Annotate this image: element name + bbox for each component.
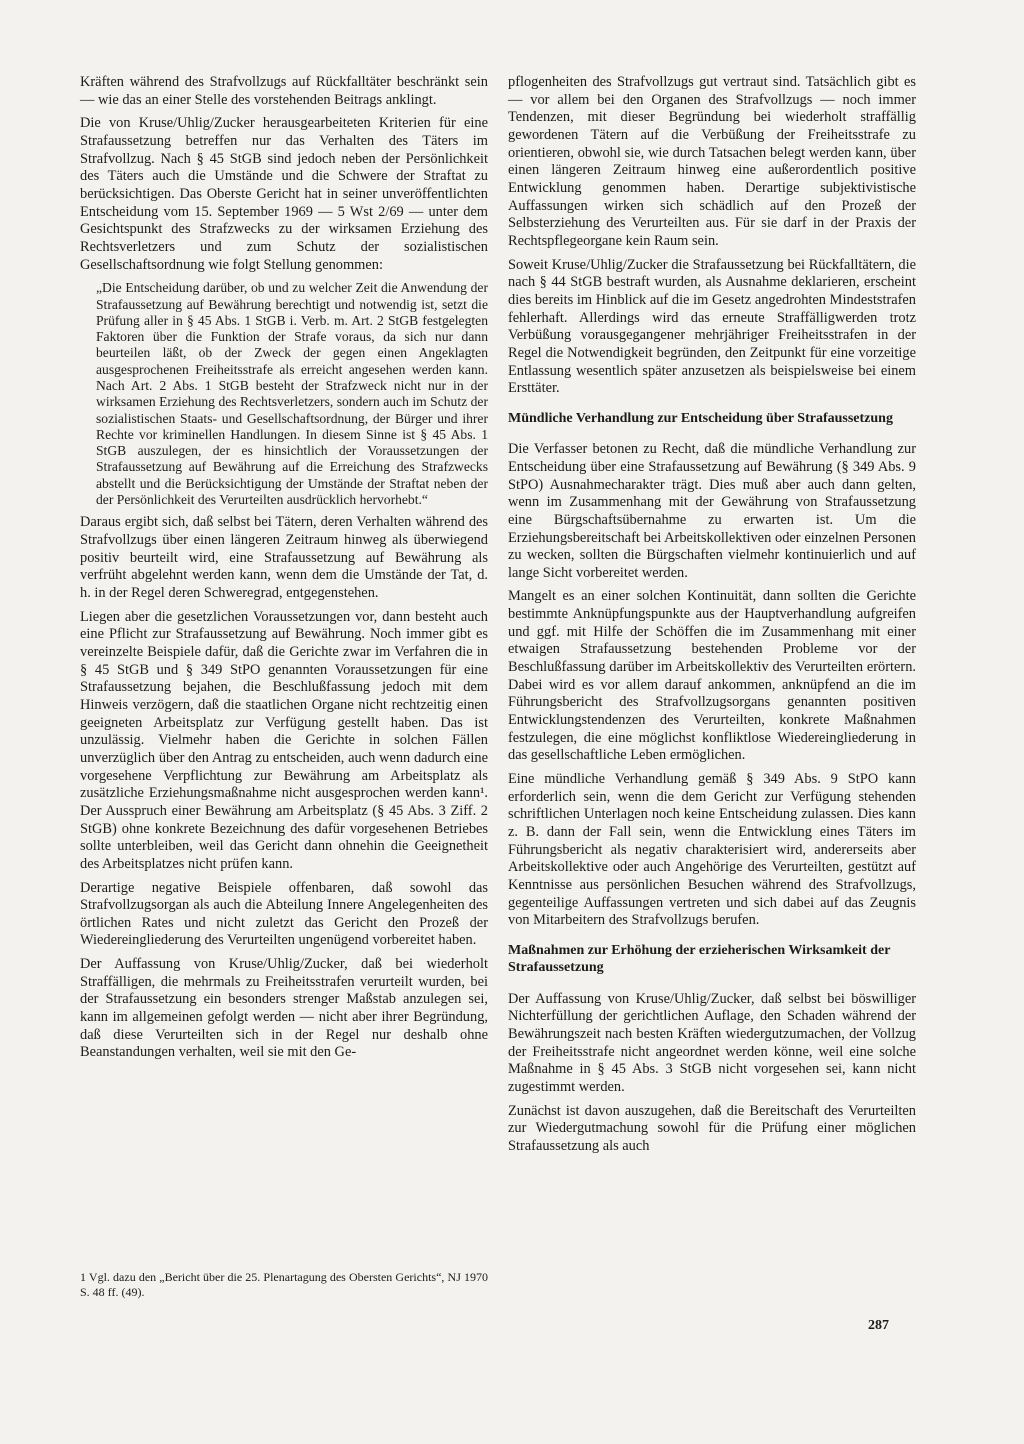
paragraph: Die Verfasser betonen zu Recht, daß die mündliche Verhandlung zur Entscheidung über eine Strafaussetzung auf Bewährung (§ 349 Abs. 9 StPO) Ausnahmecharakter trägt. Dies muß aber auch dann gelten, wenn im Zusammenhang mit der Gewährung von Strafaussetzung eine Bürgschaftsübernahme zu erwarten ist. Um die Erziehungsbereitschaft bei Arbeitskollektiven oder einzelnen Personen zu wecken, sollten die Bürgschaften vielmehr kontinuierlich und auf lange Sicht vorbereitet werden. — [508, 441, 916, 581]
paragraph: Liegen aber die gesetzlichen Voraussetzungen vor, dann besteht auch eine Pflicht zur Strafaussetzung auf Bewährung. Noch immer gibt es vereinzelte Beispiele dafür, daß die Gerichte zwar im Verfahren die in § 45 StGB und § 349 StPO genannten Voraussetzungen für eine Strafaussetzung bejahen, die Beschlußfassung jedoch mit dem Hinweis verzögern, daß die staatlichen Organe nicht rechtzeitig einen geeigneten Arbeitsplatz zur Verfügung gestellt haben. Das ist unzulässig. Vielmehr haben die Gerichte in solchen Fällen unverzüglich über den Antrag zu entscheiden, auch wenn dadurch eine vorgesehene Verpflichtung zur Bewährung am Arbeitsplatz als zusätzliche Erziehungsmaßnahme nicht ausgesprochen werden kann¹. Der Ausspruch einer Bewährung am Arbeitsplatz (§ 45 Abs. 3 Ziff. 2 StGB) ohne konkrete Bezeichnung des dafür vorgesehenen Betriebes sollte unterbleiben, weil das Gericht dann ohnehin die Geeignetheit des Arbeitsplatzes nicht prüfen kann. — [80, 608, 488, 872]
paragraph: Der Auffassung von Kruse/Uhlig/Zucker, daß selbst bei böswilliger Nichterfüllung der gerichtlichen Auflage, den Schaden während der Bewährungszeit nach besten Kräften wiedergutzumachen, der Vollzug der Freiheitsstrafe nicht angeordnet werden könne, weil eine solche Maßnahme in § 45 Abs. 3 StGB nicht vorgesehen sei, kann nicht zugestimmt werden. — [508, 990, 916, 1096]
left-column — [80, 74, 488, 1068]
paragraph: Soweit Kruse/Uhlig/Zucker die Strafaussetzung bei Rückfalltätern, die nach § 44 StGB bestraft wurden, als Ausnahme deklarieren, erscheint dies bereits im Hinblick auf die im Gesetz angedrohten Mindeststrafen fehlerhaft. Allerdings wird das erneute Straffälligwerden trotz Verbüßung vorausgegangener mehrjähriger Freiheitsstrafen in der Regel die Notwendigkeit begründen, den Zeitpunkt für eine vorzeitige Entlassung wesentlich später anzusetzen als beispielsweise bei einem Ersttäter. — [508, 256, 916, 397]
court-quote: „Die Entscheidung darüber, ob und zu welcher Zeit die Anwendung der Strafaussetzung auf Bewährung berechtigt und notwendig ist, setzt die Prüfung aller in § 45 Abs. 1 StGB i. Verb. m. Art. 2 StGB festgelegten Faktoren über die Funktion der Strafe voraus, da sich nur dann beurteilen läßt, ob der Zweck der gegen einen Angeklagten ausgesprochenen Freiheitsstrafe als erreicht angesehen werden kann. Nach Art. 2 Abs. 1 StGB besteht der Strafzweck nicht nur in der wirksamen Erziehung des Rechtsverletzers, sondern auch im Schutz der sozialistischen Staats- und Gesellschaftsordnung, der Bürger und ihrer Rechte vor kriminellen Handlungen. In diesem Sinne ist § 45 Abs. 1 StGB auszulegen, der es hinsichtlich der Voraussetzungen der Strafaussetzung auf Bewährung auf die Erreichung des Strafzwecks abstellt und die Berücksichtigung der Umstände der Straftat neben der der Persönlichkeit des Verurteilten ausdrücklich hervorhebt.“ — [96, 280, 488, 508]
paragraph: pflogenheiten des Strafvollzugs gut vertraut sind. Tatsächlich gibt es — vor allem bei den Organen des Strafvollzugs — noch immer Tendenzen, mit dieser Begründung bei wiederholt straffällig gewordenen Tätern auf die Verbüßung der Freiheitsstrafe zu orientieren, obwohl sie, wie durch Tatsachen belegt werden kann, über einen längeren Zeitraum hinweg eine außerordentlich positive Entwicklung genommen haben. Derartige subjektivistische Auffassungen wirken sich schädlich auf den Prozeß der Selbsterziehung des Verurteilten aus. Für sie darf in der Praxis der Rechtspflegeorgane kein Raum sein. — [508, 74, 916, 249]
paragraph: Daraus ergibt sich, daß selbst bei Tätern, deren Verhalten während des Strafvollzugs über einen längeren Zeitraum hinweg als überwiegend positiv beurteilt wird, eine Strafaussetzung auf Bewährung als verfrüht abgelehnt werden kann, wenn dem die Umstände der Tat, d. h. in der Regel deren Schweregrad, entgegenstehen. — [80, 514, 488, 601]
paragraph: Eine mündliche Verhandlung gemäß § 349 Abs. 9 StPO kann erforderlich sein, wenn die dem Gericht zur Verfügung stehenden schriftlichen Unterlagen noch keine Entscheidung zulassen. Dies kann z. B. dann der Fall sein, wenn die Entwicklung eines Täters im Führungsbericht als negativ charakterisiert wird, andererseits aber Arbeitskollektive oder auch Angehörige des Verurteilten, gestützt auf Kenntnisse aus persönlichen Besuchen während des Strafvollzugs, gegenteilige Auffassungen vertreten und sich dabei auf das Zeugnis von Mitarbeitern des Strafvollzugs berufen. — [508, 771, 916, 929]
paragraph: Derartige negative Beispiele offenbaren, daß sowohl das Strafvollzugsorgan als auch die Abteilung Innere Angelegenheiten des örtlichen Rates und nicht zuletzt das Gericht den Prozeß der Wiedereingliederung des Verurteilten ungenügend vorbereitet haben. — [80, 879, 488, 949]
paragraph: Die von Kruse/Uhlig/Zucker herausgearbeiteten Kriterien für eine Strafaussetzung betreffen nur das Verhalten des Täters im Strafvollzug. Nach § 45 StGB sind jedoch neben der Persönlichkeit des Täters auch die Umstände und die Schwere der Straftat zu berücksichtigen. Das Oberste Gericht hat in seiner unveröffentlichten Entscheidung vom 15. September 1969 — 5 Wst 2/69 — unter dem Gesichtspunkt des Strafzwecks zu der wirksamen Erziehung des Rechtsverletzers und zum Schutz der sozialistischen Gesellschaftsordnung wie folgt Stellung genommen: — [80, 115, 488, 273]
section-heading: Maßnahmen zur Erhöhung der erzieherischen Wirksamkeit der Strafaussetzung — [508, 942, 891, 976]
right-column — [508, 74, 916, 1162]
paragraph: Der Auffassung von Kruse/Uhlig/Zucker, daß bei wiederholt Straffälligen, die mehrmals zu Freiheitsstrafen verurteilt wurden, bei der Strafaussetzung ein besonders strenger Maßstab anzulegen sei, kann im allgemeinen gefolgt werden — nicht aber ihrer Begründung, daß diese Verurteilten sich in der Regel nur deshalb ohne Beanstandungen verhalten, weil sie mit den Ge- — [80, 956, 488, 1061]
paragraph: Zunächst ist davon auszugehen, daß die Bereitschaft des Verurteilten zur Wiedergutmachung sowohl für die Prüfung einer möglichen Strafaussetzung als auch — [508, 1102, 916, 1154]
footnote: 1 Vgl. dazu den „Bericht über die 25. Plenartagung des Obersten Gerichts“, NJ 1970 S. 48 ff. (49). — [80, 1270, 488, 1299]
section-heading: Mündliche Verhandlung zur Entscheidung über Strafaussetzung — [508, 410, 893, 426]
paragraph: Mangelt es an einer solchen Kontinuität, dann sollten die Gerichte bestimmte Anknüpfungspunkte aus der Hauptverhandlung aufgreifen und ggf. mit Hilfe der Schöffen die im Zusammenhang mit einer etwaigen Strafaussetzung bestehenden Probleme vor der Beschlußfassung darüber im Arbeitskollektiv des Verurteilten erörtern. Dabei wird es vor allem darauf ankommen, anknüpfend an die im Führungsbericht des Strafvollzugsorgans genannten positiven Entwicklungstendenzen des Verurteilten, konkrete Maßnahmen festzulegen, die eine möglichst konfliktlose Wiedereingliederung in das gesellschaftliche Leben ermöglichen. — [508, 588, 916, 764]
paragraph: Kräften während des Strafvollzugs auf Rückfalltäter beschränkt sein — wie das an einer Stelle des vorstehenden Beitrags anklingt. — [80, 74, 488, 108]
page-number: 287 — [868, 1318, 889, 1333]
